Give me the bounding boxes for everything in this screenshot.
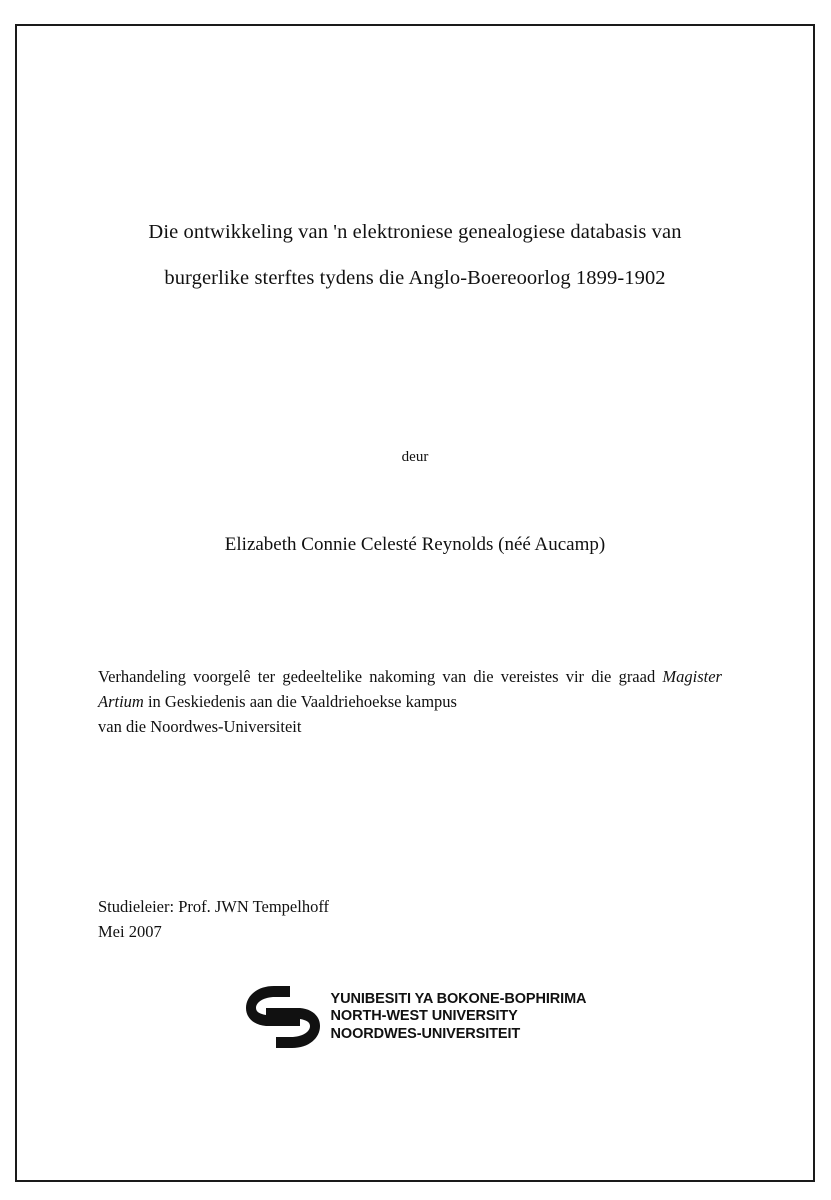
university-logo-text	[331, 991, 587, 1044]
degree-statement	[98, 664, 722, 739]
title-line-1: Die ontwikkeling van 'n elektroniese genealogiese databasis van	[148, 221, 682, 243]
university-logo	[95, 984, 735, 1050]
statement-line-2-prefix: graad	[618, 667, 663, 686]
byline-label: deur	[401, 449, 429, 465]
logo-line-3: NOORDWES-UNIVERSITEIT	[330, 1025, 521, 1042]
statement-line-3: van die Noordwes-Universiteit	[98, 717, 302, 736]
date-line: Mei 2007	[98, 922, 162, 941]
supervisor-block	[98, 894, 722, 944]
logo-line-1: YUNIBESITI YA BOKONE-BOPHIRIMA	[330, 990, 587, 1007]
page-content	[95, 24, 735, 1182]
statement-line-1: Verhandeling voorgelê ter gedeeltelike nakoming van die vereistes vir die	[98, 667, 612, 686]
supervisor-line: Studieleier: Prof. JWN Tempelhoff	[98, 897, 330, 916]
logo-line-2: NORTH-WEST UNIVERSITY	[330, 1008, 518, 1025]
degree-name: Magister Artium	[98, 667, 722, 711]
nwu-emblem-icon	[244, 984, 322, 1050]
page-title	[95, 209, 735, 301]
author-name: Elizabeth Connie Celesté Reynolds (néé Aucamp)	[224, 534, 606, 555]
statement-line-2-suffix: in Geskiedenis aan die Vaaldriehoekse kampus	[143, 692, 457, 711]
title-line-2: burgerlike sterftes tydens die Anglo-Boereoorlog 1899-1902	[164, 267, 666, 289]
